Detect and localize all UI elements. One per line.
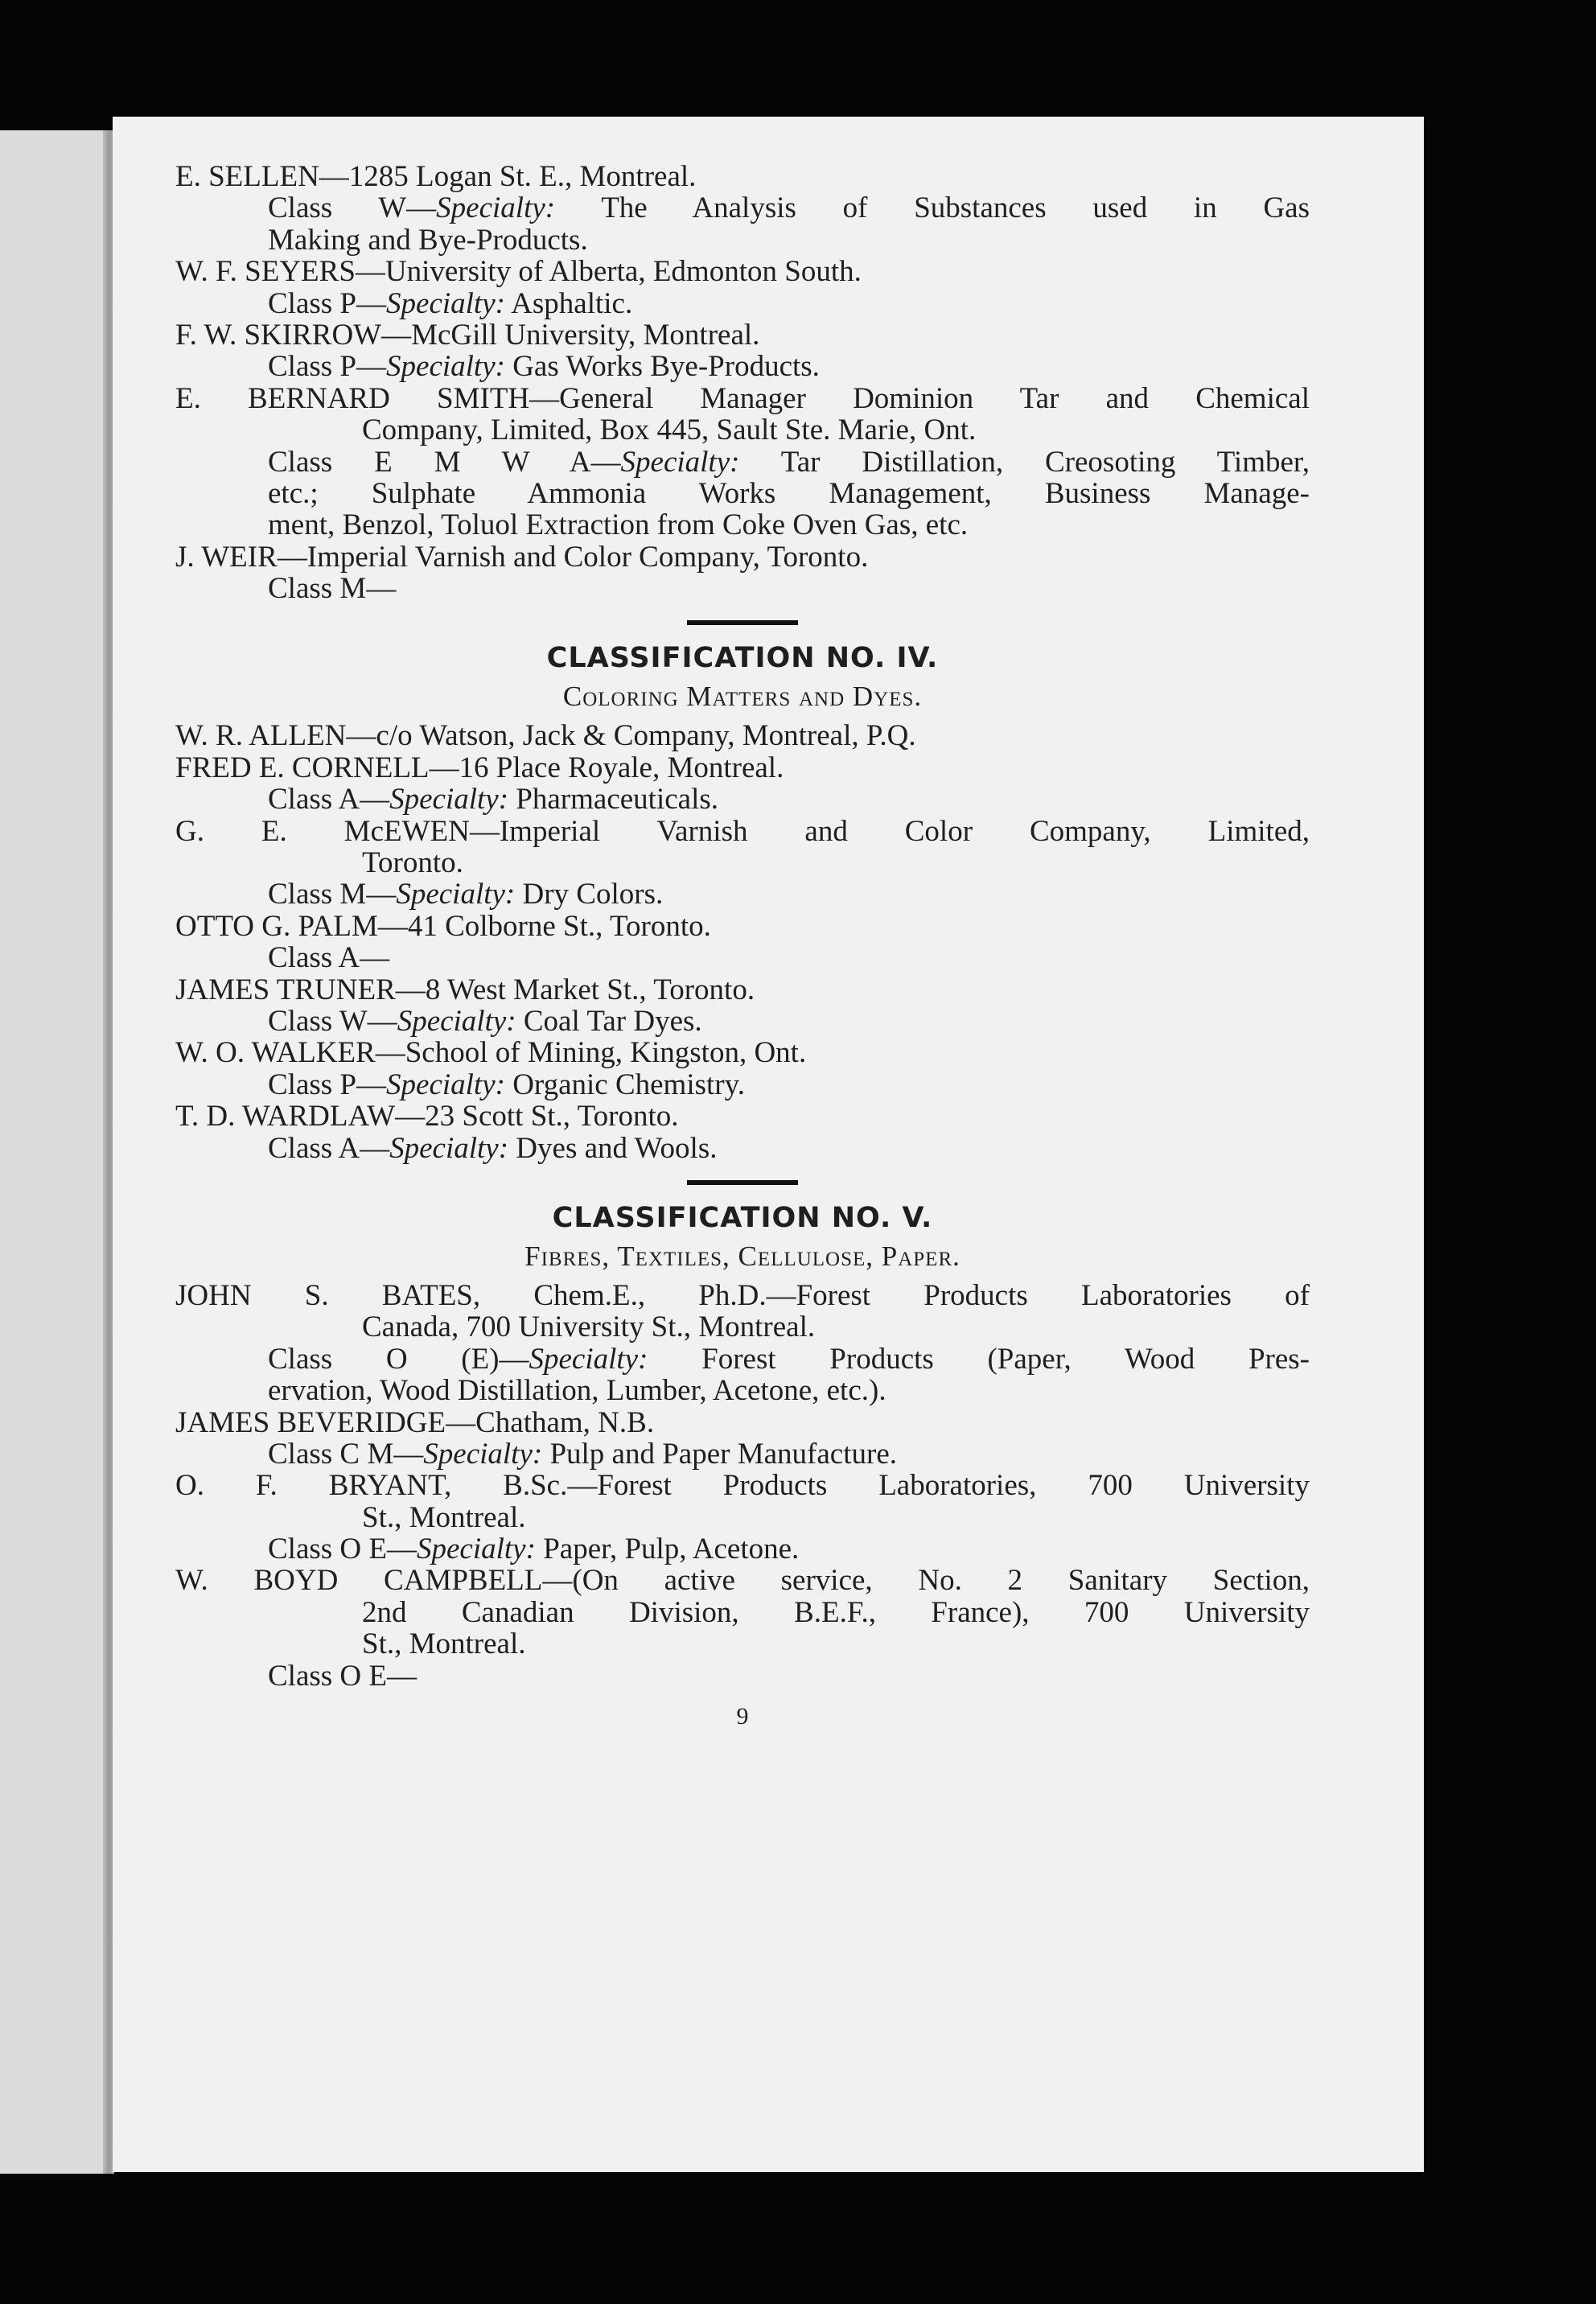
- entry-address-continuation: St., Montreal.: [362, 1627, 526, 1661]
- entry-specialty-label: Specialty:: [386, 1068, 505, 1101]
- entry-specialty-label: Specialty:: [397, 1004, 516, 1038]
- section-heading-v: CLASSIFICATION NO. V.: [552, 1201, 933, 1234]
- entry-class-line: [175, 1438, 1310, 1470]
- directory-entry-beveridge: [175, 1407, 1310, 1471]
- directory-entry-cornell: [175, 752, 1310, 816]
- entry-address-continuation: Company, Limited, Box 445, Sault Ste. Marie, Ont.: [362, 413, 977, 447]
- directory-entry-smith: [175, 383, 1310, 541]
- entry-specialty: Gas Works Bye-Products.: [512, 350, 820, 384]
- entry-specialty: Asphaltic.: [511, 286, 633, 320]
- directory-entry-bates: [175, 1280, 1310, 1407]
- directory-entry-mcewen: [175, 816, 1310, 911]
- entry-class: Class O (E)—: [268, 1343, 529, 1376]
- section-subheading-v: Fibres, Textiles, Cellulose, Paper.: [524, 1240, 960, 1272]
- entry-specialty-label: Specialty:: [417, 1533, 536, 1566]
- directory-entry-bryant: [175, 1470, 1310, 1565]
- entry-address-continuation: St., Montreal.: [362, 1500, 526, 1534]
- entry-class-line: [175, 446, 1310, 478]
- classification-iv-entries: [175, 720, 1310, 1163]
- entry-class: Class O E—: [268, 1659, 417, 1693]
- entry-class: Class C M—: [268, 1437, 424, 1471]
- entry-name-address: O. F. BRYANT, B.Sc.—Forest Products Laboratories, 700 University: [175, 1470, 1310, 1502]
- section-rule: [687, 620, 798, 625]
- directory-entry-walker: [175, 1037, 1310, 1101]
- entry-specialty-label: Specialty:: [529, 1343, 648, 1376]
- entry-address-continuation: Toronto.: [362, 846, 463, 880]
- directory-entry-sellen: [175, 161, 1310, 256]
- entry-name-address: FRED E. CORNELL—16 Place Royale, Montreal.: [175, 751, 784, 784]
- directory-entry-skirrow: [175, 319, 1310, 383]
- classification-iii-continued: [175, 161, 1310, 604]
- entry-class-line: [175, 1006, 1310, 1037]
- entry-class-line: [175, 351, 1310, 382]
- entry-class-line: [175, 878, 1310, 910]
- entry-class: Class A—: [268, 941, 390, 975]
- entry-specialty-label: Specialty:: [620, 446, 740, 478]
- entry-class: Class P—: [268, 286, 387, 320]
- left-facing-page: [0, 130, 113, 2174]
- entry-class: Class M—: [268, 878, 397, 911]
- entry-name-address: W. BOYD CAMPBELL—(On active service, No. 2 Sanitary Section,: [175, 1565, 1310, 1597]
- entry-specialty: Forest Products (Paper, Wood Pres-: [701, 1343, 1310, 1376]
- entry-specialty-label: Specialty:: [386, 286, 505, 320]
- entry-specialty-continuation: Making and Bye-Products.: [268, 223, 588, 257]
- entry-specialty: Tar Distillation, Creosoting Timber,: [780, 446, 1310, 478]
- entry-specialty: Coal Tar Dyes.: [523, 1004, 702, 1038]
- entry-class-line: [175, 573, 1310, 604]
- entry-specialty-label: Specialty:: [386, 350, 505, 384]
- entry-class: Class P—: [268, 350, 387, 384]
- entry-class: Class W—: [268, 1004, 397, 1038]
- entry-class-line: [175, 1069, 1310, 1101]
- directory-entry-truner: [175, 974, 1310, 1038]
- page-number: 9: [736, 1703, 749, 1730]
- entry-address-continuation: 2nd Canadian Division, B.E.F., France), 700 University: [362, 1596, 1310, 1629]
- entry-class: Class A—: [268, 1131, 390, 1165]
- entry-specialty: Dry Colors.: [522, 878, 664, 911]
- page-content: [175, 161, 1310, 1730]
- entry-name-address: T. D. WARDLAW—23 Scott St., Toronto.: [175, 1100, 679, 1133]
- entry-name-address: J. WEIR—Imperial Varnish and Color Company, Toronto.: [175, 540, 869, 574]
- entry-specialty-continuation: ment, Benzol, Toluol Extraction from Coke Oven Gas, etc.: [268, 508, 969, 542]
- section-subheading-iv: Coloring Matters and Dyes.: [562, 681, 923, 713]
- entry-class-line: [175, 192, 1310, 224]
- entry-specialty: Pulp and Paper Manufacture.: [549, 1437, 897, 1471]
- entry-specialty: Paper, Pulp, Acetone.: [543, 1533, 800, 1566]
- entry-class-line: [175, 1343, 1310, 1375]
- directory-entry-campbell: [175, 1565, 1310, 1692]
- directory-entry-allen: [175, 720, 1310, 751]
- entry-specialty: Organic Chemistry.: [512, 1068, 745, 1101]
- entry-name-address: E. SELLEN—1285 Logan St. E., Montreal.: [175, 160, 697, 193]
- entry-name-address: JAMES BEVERIDGE—Chatham, N.B.: [175, 1405, 655, 1439]
- entry-class-line: [175, 1660, 1310, 1692]
- entry-specialty: The Analysis of Substances used in Gas: [601, 192, 1310, 224]
- entry-name-address: E. BERNARD SMITH—General Manager Dominion Tar and Chemical: [175, 382, 1310, 415]
- entry-class: Class A—: [268, 783, 390, 817]
- entry-class-line: [175, 784, 1310, 815]
- entry-class: Class E M W A—: [268, 446, 621, 478]
- entry-class-line: [175, 1133, 1310, 1164]
- entry-class-line: [175, 288, 1310, 319]
- entry-specialty-label: Specialty:: [436, 192, 556, 224]
- entry-specialty-label: Specialty:: [423, 1437, 543, 1471]
- entry-name-address: JOHN S. BATES, Chem.E., Ph.D.—Forest Products Laboratories of: [175, 1279, 1310, 1312]
- entry-name-address: G. E. McEWEN—Imperial Varnish and Color Company, Limited,: [175, 815, 1310, 848]
- entry-name-address: W. R. ALLEN—c/o Watson, Jack & Company, Montreal, P.Q.: [175, 719, 916, 753]
- entry-address-continuation: Canada, 700 University St., Montreal.: [362, 1310, 816, 1344]
- entry-specialty: Dyes and Wools.: [516, 1131, 718, 1165]
- section-rule: [687, 1180, 798, 1185]
- directory-entry-palm: [175, 911, 1310, 974]
- entry-name-address: F. W. SKIRROW—McGill University, Montreal.: [175, 318, 760, 352]
- directory-entry-seyers: [175, 256, 1310, 319]
- entry-class-line: [175, 1533, 1310, 1565]
- entry-class: Class O E—: [268, 1533, 417, 1566]
- entry-specialty-label: Specialty:: [389, 783, 509, 817]
- entry-name-address: JAMES TRUNER—8 West Market St., Toronto.: [175, 973, 755, 1006]
- section-heading-iv: CLASSIFICATION NO. IV.: [546, 642, 939, 675]
- directory-entry-wardlaw: [175, 1101, 1310, 1164]
- entry-specialty-label: Specialty:: [396, 878, 516, 911]
- entry-specialty-continuation: ervation, Wood Distillation, Lumber, Acetone, etc.).: [268, 1374, 886, 1408]
- entry-specialty: Pharmaceuticals.: [516, 783, 718, 817]
- classification-v-entries: [175, 1280, 1310, 1692]
- entry-name-address: W. O. WALKER—School of Mining, Kingston, Ont.: [175, 1036, 807, 1070]
- directory-entry-weir: [175, 541, 1310, 605]
- entry-name-address: W. F. SEYERS—University of Alberta, Edmonton South.: [175, 255, 862, 289]
- entry-class: Class P—: [268, 1068, 387, 1101]
- entry-class: Class M—: [268, 572, 397, 606]
- entry-class-line: [175, 942, 1310, 973]
- entry-specialty-continuation: etc.; Sulphate Ammonia Works Management, Business Manage-: [268, 477, 1310, 510]
- entry-name-address: OTTO G. PALM—41 Colborne St., Toronto.: [175, 909, 711, 943]
- entry-class: Class W—: [268, 192, 437, 224]
- entry-specialty-label: Specialty:: [389, 1131, 509, 1165]
